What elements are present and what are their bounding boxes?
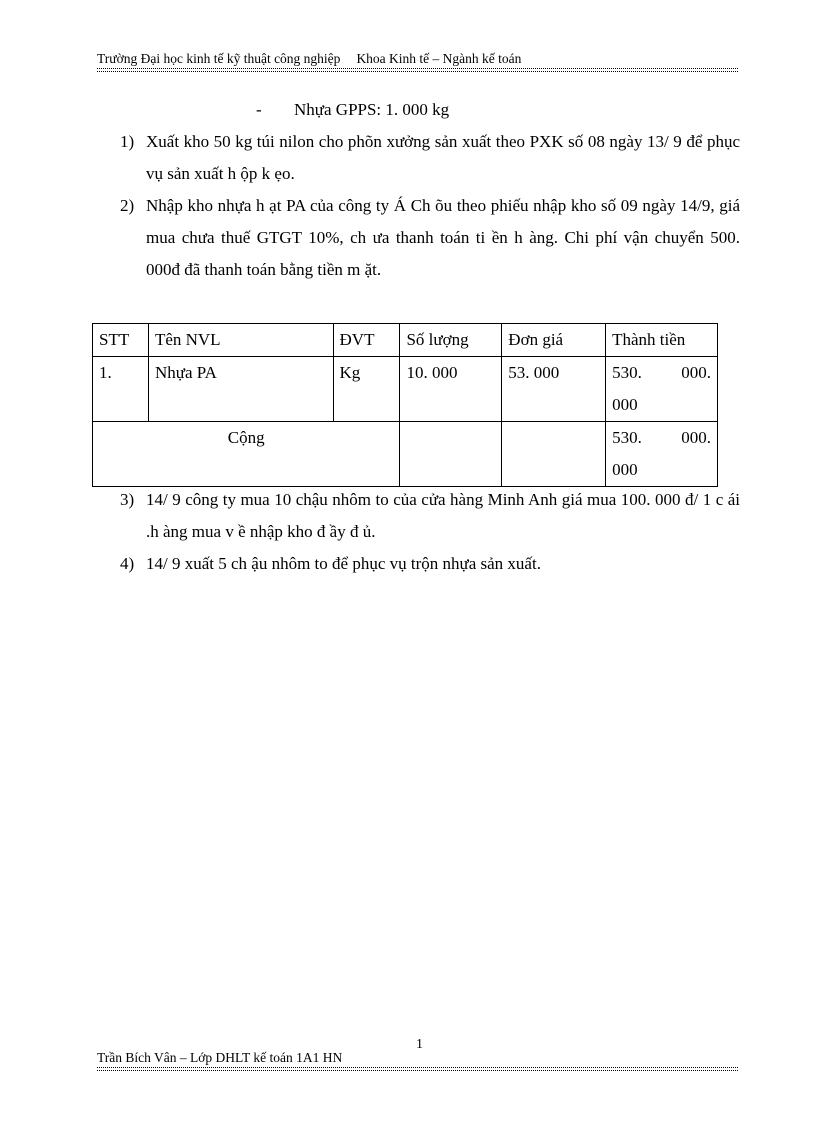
item-text: 14/ 9 xuất 5 ch ậu nhôm to để phục vụ trộn nhựa sản xuất. (146, 554, 541, 573)
list-item (120, 484, 740, 548)
item-text: Nhập kho nhựa h ạt PA của công ty Á Ch õu theo phiếu nhập kho số 09 ngày 14/9, giá mua chưa thuế GTGT 10%, ch ưa thanh toán ti ền h àng. Chi phí vận chuyển 500. 000đ đã thanh toán bằng tiền m ặt. (146, 196, 740, 279)
bullet-text: Nhựa GPPS: 1. 000 kg (294, 100, 450, 119)
amount-part: 530. (612, 363, 642, 382)
item-text: Xuất kho 50 kg túi nilon cho phõn xưởng sản xuất theo PXK số 08 ngày 13/ 9 để phục vụ sản xuất h ộp k ẹo. (146, 132, 740, 183)
page-footer: Trần Bích Vân – Lớp DHLT kế toán 1A1 HN (97, 1050, 343, 1065)
col-header-qty: Số lượng (400, 324, 502, 357)
item-number: 2) (120, 196, 135, 215)
item-number: 3) (120, 490, 135, 509)
amount-part: 530. (612, 428, 642, 447)
page-header (97, 50, 738, 68)
material-table (92, 323, 718, 487)
cell-price: 53. 000 (502, 357, 606, 422)
cell-total-amount (606, 422, 718, 487)
cell-empty (502, 422, 606, 487)
material-bullet (256, 99, 449, 121)
cell-name: Nhựa PA (148, 357, 333, 422)
list-item (120, 190, 740, 286)
cell-total-label: Cộng (93, 422, 400, 487)
transaction-list-bottom (120, 484, 740, 580)
cell-stt: 1. (93, 357, 149, 422)
amount-part: 000 (612, 460, 638, 479)
list-item (120, 548, 740, 580)
header-school: Trường Đại học kinh tế kỹ thuật công nghiệp (97, 51, 341, 66)
cell-empty (400, 422, 502, 487)
col-header-stt: STT (93, 324, 149, 357)
list-item (120, 126, 740, 190)
footer-divider (97, 1067, 738, 1071)
bullet-dash: - (256, 100, 262, 119)
col-header-unit: ĐVT (333, 324, 400, 357)
table-total-row (93, 422, 718, 487)
table-header-row (93, 324, 718, 357)
cell-unit: Kg (333, 357, 400, 422)
item-number: 4) (120, 554, 135, 573)
header-divider (97, 68, 738, 72)
cell-amount (606, 357, 718, 422)
header-department: Khoa Kinh tế – Ngành kế toán (356, 51, 522, 66)
col-header-amount: Thành tiền (606, 324, 718, 357)
cell-qty: 10. 000 (400, 357, 502, 422)
table-row (93, 357, 718, 422)
item-number: 1) (120, 132, 135, 151)
col-header-name: Tên NVL (148, 324, 333, 357)
col-header-price: Đơn giá (502, 324, 606, 357)
transaction-list-top (120, 126, 740, 286)
amount-part: 000. (681, 363, 711, 382)
page-number: 1 (416, 1037, 423, 1052)
amount-part: 000 (612, 395, 638, 414)
amount-part: 000. (681, 428, 711, 447)
item-text: 14/ 9 công ty mua 10 chậu nhôm to của cửa hàng Minh Anh giá mua 100. 000 đ/ 1 c ái .h àng mua v ề nhập kho đ ầy đ ủ. (146, 490, 740, 541)
